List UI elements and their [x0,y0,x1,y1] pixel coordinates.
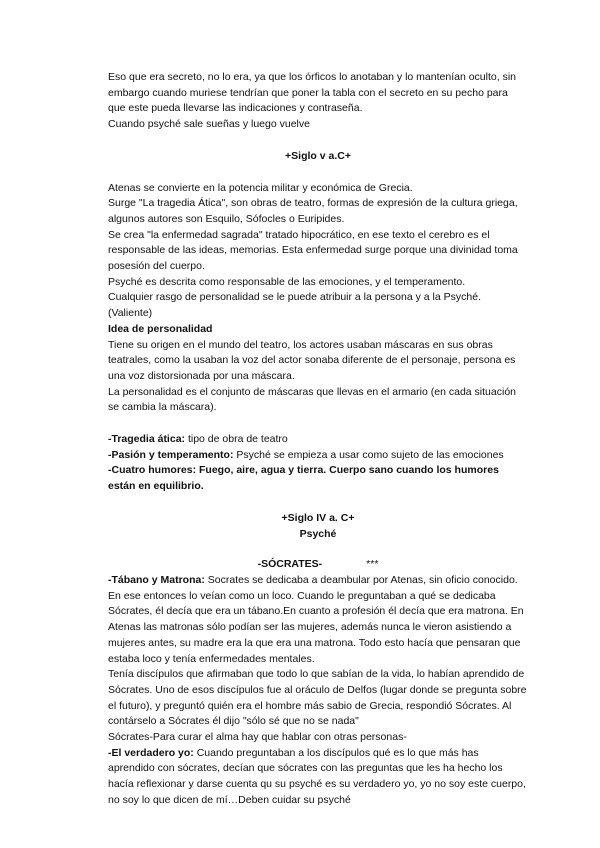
paragraph-enfermedad: Se crea "la enfermedad sagrada" tratado hipocrático, en ese texto el cerebro es el responsable de las ideas, memorias. Esta enfermedad surge porque una divinidad toma posesión del cuerpo. [108,228,518,273]
paragraph-rasgo: Cualquier rasgo de personalidad se le puede atribuir a la persona y a la Psyché. (Valiente) [108,291,481,320]
paragraph-psyche: Psyché es descrita como responsable de las emociones, y el temperamento. [108,275,466,288]
def-pasion: -Pasión y temperamento: Psyché se empieza a usar como sujeto de las emociones [108,448,504,461]
def-humores: -Cuatro humores: Fuego, aire, agua y tierra. Cuerpo sano cuando los humores están en equilibrio. [108,464,499,493]
heading-siglo-v: +Siglo v a.C+ [285,149,351,162]
socrates-title: -SÓCRATES- *** [108,557,528,573]
paragraph-verdadero: -El verdadero yo: Cuando preguntaban a los discípulos qué es lo que más has aprendido con sócrates, decían que sócrates con las preguntas que les ha hecho los hacía reflexionar y darse cuenta qu su psyché es su verdadero yo, yo no soy este cuerpo, no soy lo que dicen de mí…Deben cuidar su psyché [108,746,526,806]
paragraph-atenas: Atenas se convierte en la potencia militar y económica de Grecia. [108,181,413,194]
idea-title: Idea de personalidad [108,322,213,335]
heading-siglo-iv: +Siglo IV a. C+ [281,511,355,524]
paragraph-curar: Sócrates-Para curar el alma hay que hablar con otras personas- [108,731,407,744]
paragraph-tragedia: Surge "La tragedia Ática", son obras de teatro, formas de expresión de la cultura griega, algunos autores son Esquilo, Sófocles o Euripides. [108,197,518,225]
heading-psyche: Psyché [299,527,337,540]
paragraph-mascaras: La personalidad es el conjunto de máscaras que llevas en el armario (en cada situación se cambia la máscara). [108,385,516,414]
def-tragedia: -Tragedia ática: tipo de obra de teatro [108,433,288,446]
paragraph-tabano: -Tábano y Matrona: Socrates se dedicaba a deambular por Atenas, sin oficio conocido. En ese entonces lo veían como un loco. Cuando le preguntaban a qué se dedicaba Sócrates, él decía que era un tábano.En cuanto a profesión él decía que era matrona. En Atenas las matronas sólo podían ser las mujeres, además nunca le vieron asistiendo a mujeres antes, su madre era la que era una matrona. Todo esto hacía que pensaran que estaba loco y tenía enfermedades mentales. [108,573,524,665]
intro-line: Cuando psyché sale sueñas y luego vuelve [108,118,310,131]
stars-mark: *** [366,558,379,571]
intro-paragraph: Eso que era secreto, no lo era, ya que los órficos lo anotaban y lo mantenían oculto, sin embargo cuando muriese tendrían que poner la tabla con el secreto en su pecho para que este pueda llevarse las indicaciones y contraseña. [108,71,516,115]
paragraph-origen: Tiene su origen en el mundo del teatro, los actores usaban máscaras en sus obras teatrales, como la usaban la voz del actor sonaba diferente de el personaje, persona es una voz distorsionada por una máscara. [108,338,516,382]
page-content [108,70,528,809]
paragraph-discipulos: Tenía discípulos que afirmaban que todo lo que sabían de la vida, lo habían aprendido de Sócrates. Uno de esos discípulos fue al oráculo de Delfos (lugar donde se pregunta sobre el futuro), y preguntó quién era el hombre más sabio de Grecia, respondió Sócrates. Al contárselo a Sócrates él dijo "sólo sé que no se nada" [108,668,527,728]
